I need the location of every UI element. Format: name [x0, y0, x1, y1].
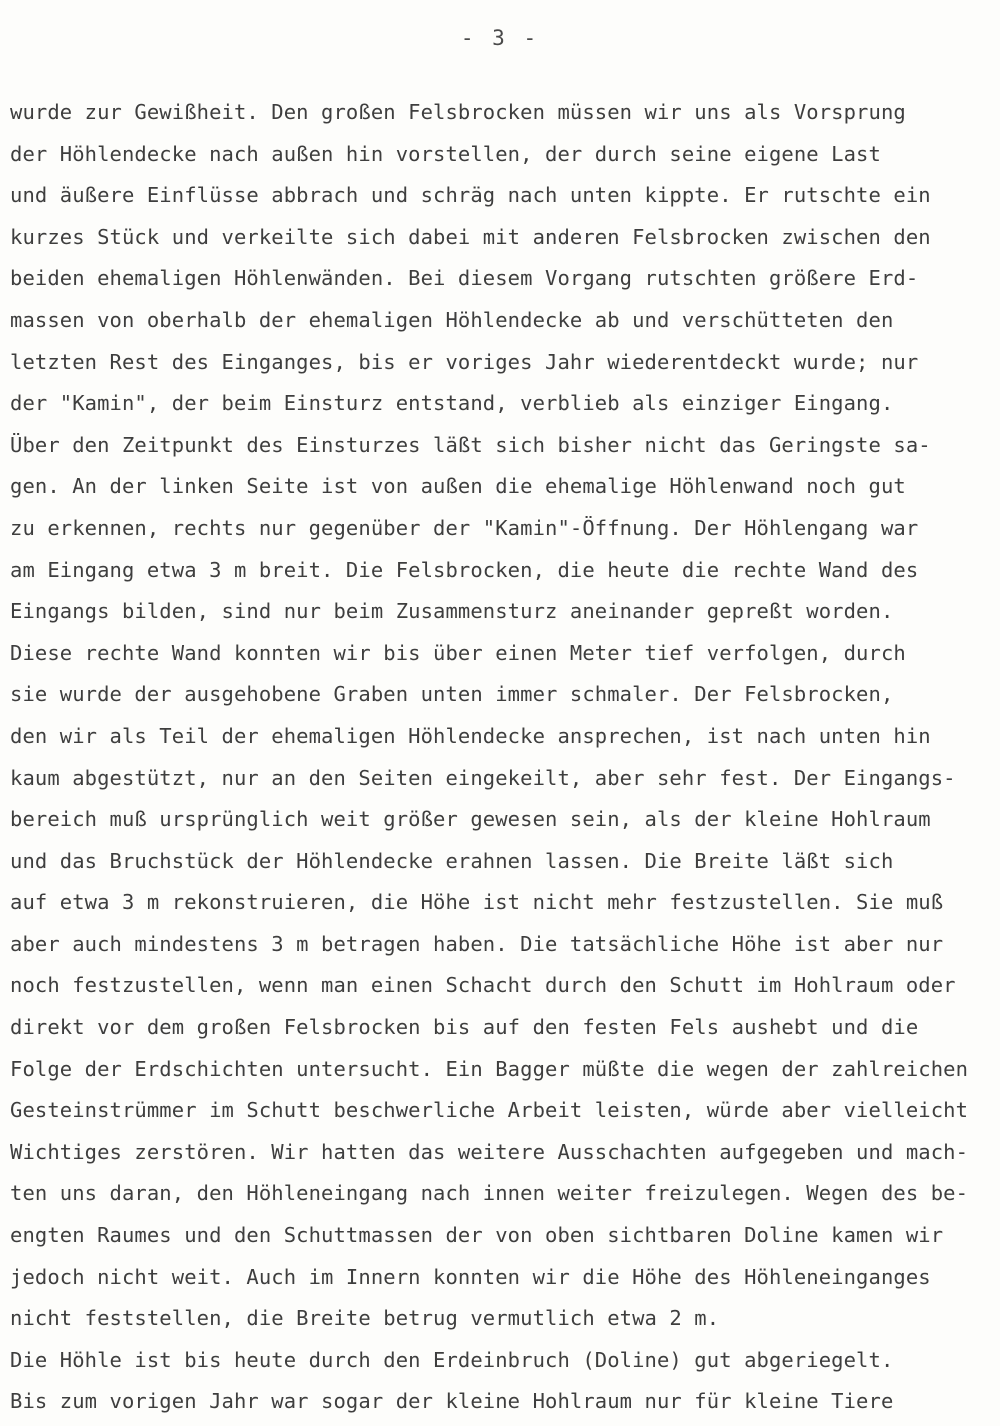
text-line: der "Kamin", der beim Einsturz entstand, verblieb als einziger Eingang.: [10, 391, 894, 416]
text-line: Diese rechte Wand konnten wir bis über einen Meter tief verfolgen, durch: [10, 640, 906, 665]
text-line: Eingangs bilden, sind nur beim Zusammensturz aneinander gepreßt worden.: [10, 599, 894, 624]
text-line: Die Höhle ist bis heute durch den Erdeinbruch (Doline) gut abgeriegelt.: [10, 1347, 894, 1372]
text-line: direkt vor dem großen Felsbrocken bis auf den festen Fels aushebt und die: [10, 1015, 919, 1040]
text-line: nicht feststellen, die Breite betrug vermutlich etwa 2 m.: [10, 1306, 720, 1331]
text-line: der Höhlendecke nach außen hin vorstellen, der durch seine eigene Last: [10, 141, 881, 166]
text-line: den wir als Teil der ehemaligen Höhlendecke ansprechen, ist nach unten hin: [10, 723, 931, 748]
text-line: gen. An der linken Seite ist von außen die ehemalige Höhlenwand noch gut: [10, 474, 906, 499]
text-line: Gesteinstrümmer im Schutt beschwerliche Arbeit leisten, würde aber vielleicht: [10, 1098, 969, 1123]
text-line: sie wurde der ausgehobene Graben unten immer schmaler. Der Felsbrocken,: [10, 682, 894, 707]
text-line: Über den Zeitpunkt des Einsturzes läßt sich bisher nicht das Geringste sa-: [10, 432, 931, 457]
text-line: Folge der Erdschichten untersucht. Ein Bagger müßte die wegen der zahlreichen: [10, 1056, 969, 1081]
text-line: beiden ehemaligen Höhlenwänden. Bei diesem Vorgang rutschten größere Erd-: [10, 266, 919, 291]
text-line: bereich muß ursprünglich weit größer gewesen sein, als der kleine Hohlraum: [10, 807, 931, 832]
text-line: und äußere Einflüsse abbrach und schräg nach unten kippte. Er rutschte ein: [10, 183, 931, 208]
body-text: [10, 92, 995, 1423]
text-line: letzten Rest des Einganges, bis er voriges Jahr wiederentdeckt wurde; nur: [10, 349, 919, 374]
text-line: auf etwa 3 m rekonstruieren, die Höhe ist nicht mehr festzustellen. Sie muß: [10, 890, 944, 915]
text-line: Wichtiges zerstören. Wir hatten das weitere Ausschachten aufgegeben und mach-: [10, 1139, 969, 1164]
text-line: Bis zum vorigen Jahr war sogar der kleine Hohlraum nur für kleine Tiere: [10, 1389, 894, 1414]
text-line: wurde zur Gewißheit. Den großen Felsbrocken müssen wir uns als Vorsprung: [10, 100, 906, 124]
page-number: - 3 -: [460, 26, 540, 50]
text-line: aber auch mindestens 3 m betragen haben. Die tatsächliche Höhe ist aber nur: [10, 931, 944, 956]
text-line: kurzes Stück und verkeilte sich dabei mit anderen Felsbrocken zwischen den: [10, 224, 931, 249]
text-line: jedoch nicht weit. Auch im Innern konnten wir die Höhe des Höhleneinganges: [10, 1264, 931, 1289]
text-line: ten uns daran, den Höhleneingang nach innen weiter freizulegen. Wegen des be-: [10, 1181, 969, 1206]
text-line: kaum abgestützt, nur an den Seiten eingekeilt, aber sehr fest. Der Eingangs-: [10, 765, 956, 790]
text-line: zu erkennen, rechts nur gegenüber der "Kamin"-Öffnung. Der Höhlengang war: [10, 515, 919, 540]
text-line: noch festzustellen, wenn man einen Schacht durch den Schutt im Hohlraum oder: [10, 973, 956, 998]
text-line: massen von oberhalb der ehemaligen Höhlendecke ab und verschütteten den: [10, 307, 894, 332]
text-line: engten Raumes und den Schuttmassen der von oben sichtbaren Doline kamen wir: [10, 1223, 944, 1248]
text-line: am Eingang etwa 3 m breit. Die Felsbrocken, die heute die rechte Wand des: [10, 557, 919, 582]
text-line: und das Bruchstück der Höhlendecke erahnen lassen. Die Breite läßt sich: [10, 848, 894, 873]
